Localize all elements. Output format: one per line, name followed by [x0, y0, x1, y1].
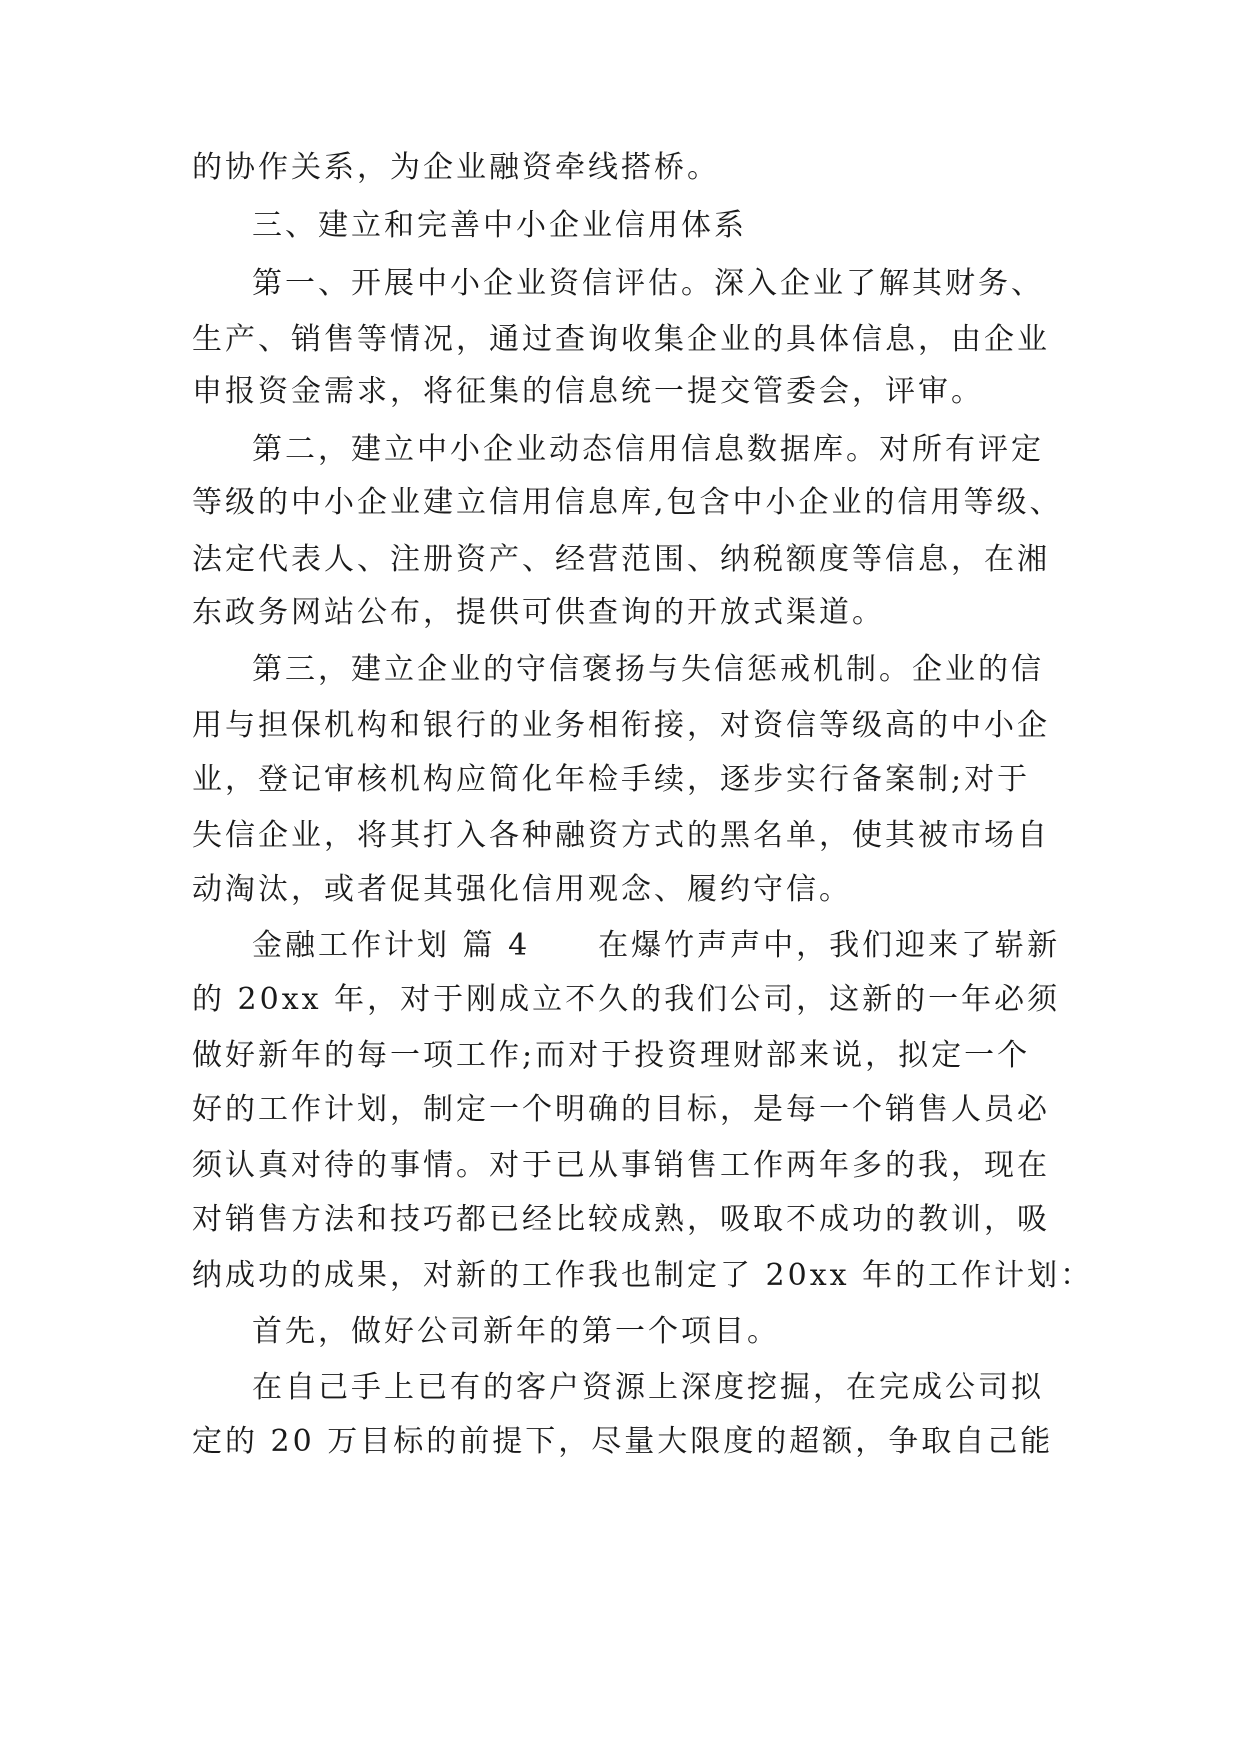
text-line: 业，登记审核机构应简化年检手续，逐步实行备案制;对于 — [192, 762, 1031, 797]
text-line: 第三，建立企业的守信褒扬与失信惩戒机制。企业的信 — [252, 652, 1044, 687]
text-line: 第一、开展中小企业资信评估。深入企业了解其财务、 — [252, 266, 1044, 301]
text-line: 纳成功的成果，对新的工作我也制定了 20xx 年的工作计划： — [192, 1258, 1094, 1293]
text-line: 法定代表人、注册资产、经营范围、纳税额度等信息，在湘 — [192, 542, 1050, 577]
text-line: 好的工作计划，制定一个明确的目标，是每一个销售人员必 — [192, 1092, 1050, 1127]
text-line: 申报资金需求，将征集的信息统一提交管委会，评审。 — [192, 374, 984, 409]
text-line: 的协作关系，为企业融资牵线搭桥。 — [192, 150, 720, 185]
text-line: 首先，做好公司新年的第一个项目。 — [252, 1314, 780, 1349]
text-line: 的 20xx 年，对于刚成立不久的我们公司，这新的一年必须 — [192, 982, 1061, 1017]
text-line: 第二，建立中小企业动态信用信息数据库。对所有评定 — [252, 432, 1044, 467]
section-heading-line — [252, 926, 1060, 966]
text-line: 须认真对待的事情。对于已从事销售工作两年多的我，现在 — [192, 1148, 1050, 1183]
text-line: 东政务网站公布，提供可供查询的开放式渠道。 — [192, 595, 885, 630]
text-line: 失信企业，将其打入各种融资方式的黑名单，使其被市场自 — [192, 818, 1050, 853]
text-line: 生产、销售等情况，通过查询收集企业的具体信息，由企业 — [192, 322, 1050, 357]
text-line: 定的 20 万目标的前提下，尽量大限度的超额，争取自己能 — [192, 1424, 1054, 1459]
text-line: 做好新年的每一项工作;而对于投资理财部来说，拟定一个 — [192, 1038, 1031, 1073]
text-line: 动淘汰，或者促其强化信用观念、履约守信。 — [192, 872, 852, 907]
text-line: 等级的中小企业建立信用信息库,包含中小企业的信用等级、 — [192, 485, 1063, 520]
text-line: 在爆竹声声中，我们迎来了崭新 — [598, 928, 1061, 963]
text-line: 用与担保机构和银行的业务相衔接，对资信等级高的中小企 — [192, 708, 1050, 743]
text-line: 对销售方法和技巧都已经比较成熟，吸取不成功的教训，吸 — [192, 1202, 1050, 1237]
section-heading: 金融工作计划 篇 4 — [252, 928, 531, 963]
text-line: 在自己手上已有的客户资源上深度挖掘，在完成公司拟 — [252, 1370, 1044, 1405]
section-heading-credit-system: 三、建立和完善中小企业信用体系 — [252, 208, 747, 243]
